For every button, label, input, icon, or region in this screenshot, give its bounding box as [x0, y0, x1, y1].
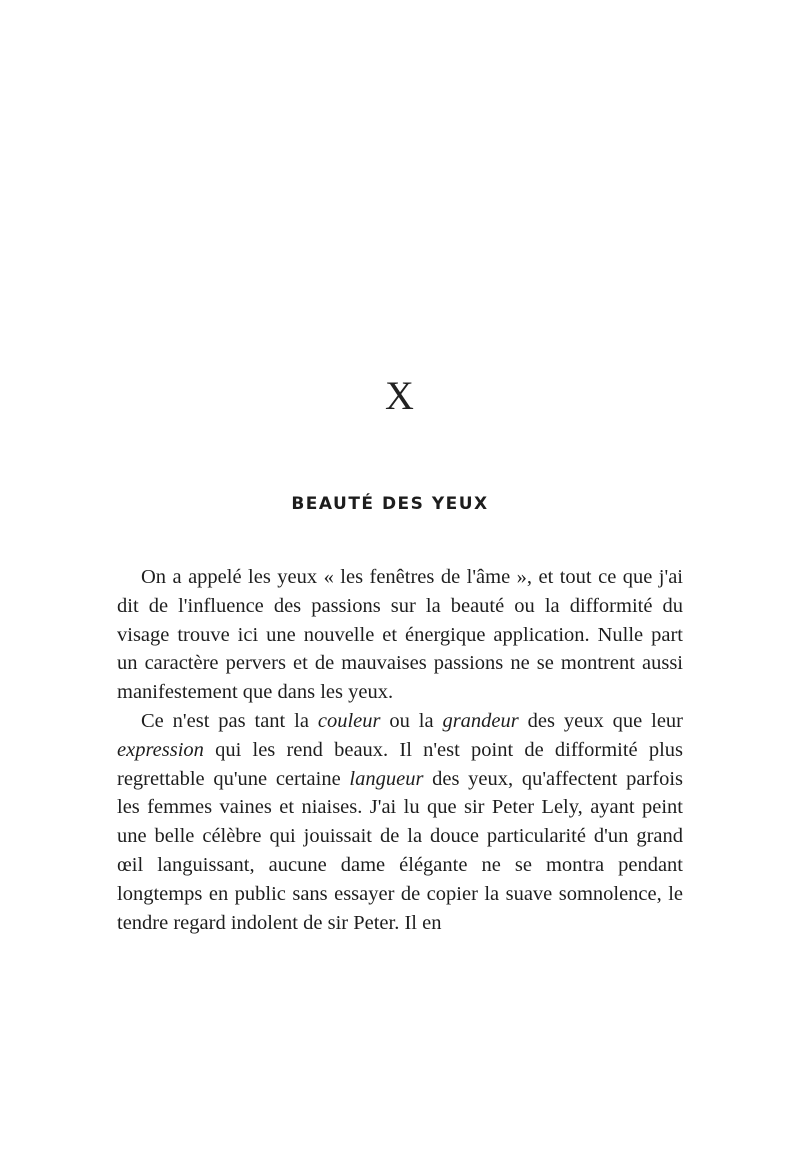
- text-run: ou la: [380, 709, 443, 732]
- italic-word-expression: expression: [117, 738, 204, 761]
- paragraph-2: [117, 707, 683, 937]
- paragraph-1: [117, 563, 683, 707]
- italic-word-grandeur: grandeur: [442, 709, 519, 732]
- text-run: On a appelé les yeux « les fenêtres de l'âme », et tout ce que j'ai dit de l'influence des passions sur la beauté ou la difformité du visage trouve ici une nouvelle et énergique application. Nulle part un caractère pervers et de mauvaises passions ne se montrent aussi manifestement que dans les yeux.: [117, 566, 683, 704]
- chapter-number: X: [385, 373, 415, 418]
- text-run: Ce n'est pas tant la: [141, 709, 318, 732]
- italic-word-langueur: langueur: [349, 767, 424, 790]
- text-run: des yeux, qu'affectent parfois les femmes vaines et niaises. J'ai lu que sir Peter Lely, ayant peint une belle célèbre qui jouissait de la douce particularité d'un grand œil languissant, aucune dame élégante ne se montra pendant longtemps en public sans essayer de copier la suave somnolence, le tendre regard indolent de sir Peter. Il en: [117, 767, 683, 934]
- italic-word-couleur: couleur: [317, 709, 381, 732]
- chapter-title: BEAUTÉ DES YEUX: [291, 494, 489, 514]
- body-text: [117, 563, 683, 937]
- text-run: qui les rend beaux. Il n'est point de difformité plus regrettable qu'une certaine: [117, 738, 683, 790]
- text-run: des yeux que leur: [518, 709, 683, 732]
